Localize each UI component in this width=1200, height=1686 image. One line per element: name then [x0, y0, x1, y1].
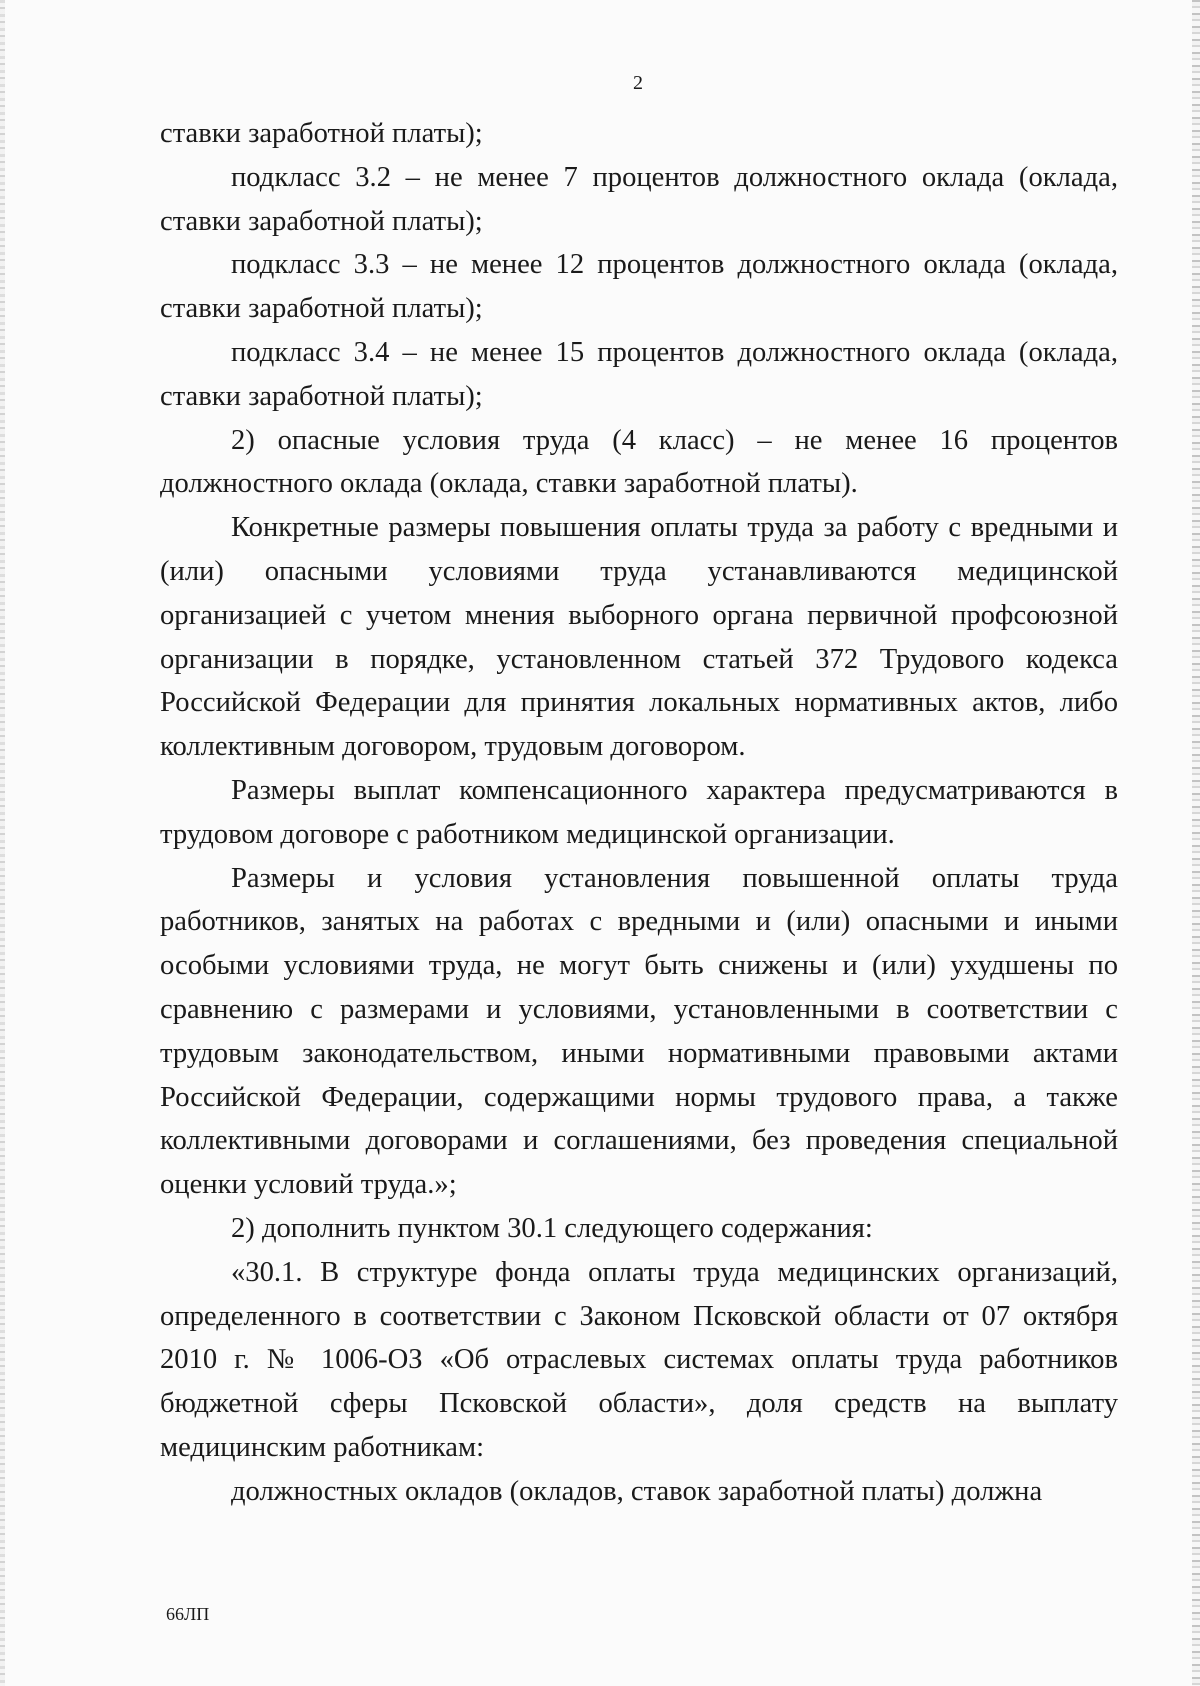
paragraph: должностных окладов (окладов, ставок заработной платы) должна [231, 1475, 1043, 1507]
paragraph: 2) опасные условия труда (4 класс) – не менее 16 процентов должностного оклада (оклада, ставки заработной платы). [160, 424, 1118, 500]
document-code: 66ЛП [166, 1604, 210, 1624]
document-body [160, 112, 1118, 1514]
paragraph: Конкретные размеры повышения оплаты труда за работу с вредными и (или) опасными условиями труда устанавливаются медицинской организацией с учетом мнения выборного органа первичной профсоюзной организации в порядке, установленном статьей 372 Трудового кодекса Российской Федерации для принятия локальных нормативных актов, либо коллективным договором, трудовым договором. [160, 512, 1118, 763]
scan-edge-left [0, 0, 5, 1686]
paragraph: подкласс 3.4 – не менее 15 процентов должностного оклада (оклада, ставки заработной платы); [160, 336, 1118, 412]
paragraph: подкласс 3.3 – не менее 12 процентов должностного оклада (оклада, ставки заработной платы); [160, 249, 1118, 325]
paragraph: 2) дополнить пунктом 30.1 следующего содержания: [231, 1212, 873, 1244]
paragraph: подкласс 3.2 – не менее 7 процентов должностного оклада (оклада, ставки заработной платы); [160, 161, 1118, 237]
paragraph: ставки заработной платы); [160, 118, 483, 149]
scan-edge-right [1192, 0, 1200, 1686]
page-number: 2 [633, 72, 643, 94]
paragraph: «30.1. В структуре фонда оплаты труда медицинских организаций, определенного в соответствии с Законом Псковской области от 07 октября 2010 г. № 1006-ОЗ «Об отраслевых системах оплаты труда работников бюджетной сферы Псковской области», доля средств на выплату медицинским работникам: [160, 1256, 1118, 1463]
paragraph: Размеры и условия установления повышенной оплаты труда работников, занятых на работах с вредными и (или) опасными и иными особыми условиями труда, не могут быть снижены и (или) ухудшены по сравнению с размерами и условиями, установленными в соответствии с трудовым законодательством, иными нормативными правовыми актами Российской Федерации, содержащими нормы трудового права, а также коллективными договорами и соглашениями, без проведения специальной оценки условий труда.»; [160, 862, 1118, 1201]
paragraph: Размеры выплат компенсационного характера предусматриваются в трудовом договоре с работником медицинской организации. [160, 774, 1118, 850]
